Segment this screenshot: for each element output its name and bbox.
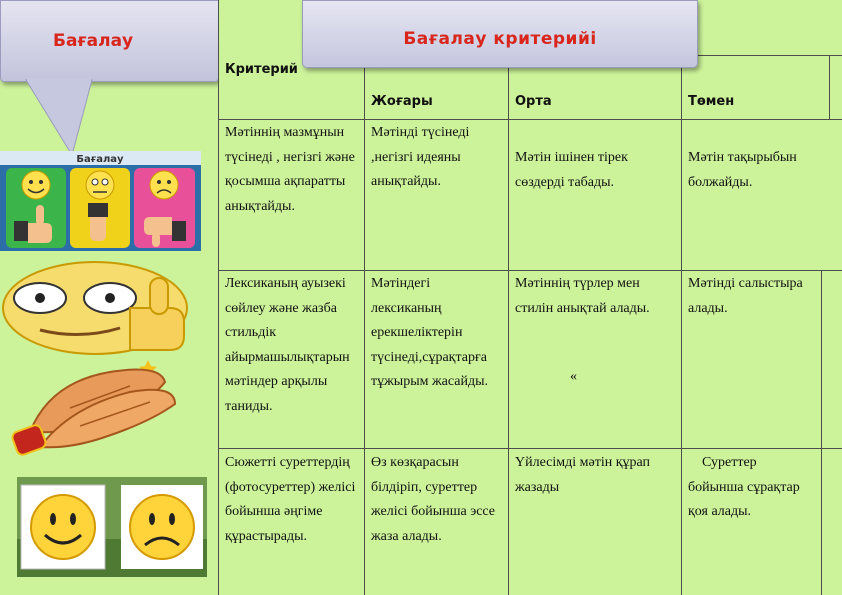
row3-high: Өз көзқарасын білдіріп, суреттер желісі бойынша эссе жаза алады. xyxy=(371,455,496,544)
row2-criterion: Лексиканың ауызекі сөйлеу және жазба стильдік айырмашылықтарын мәтіндер арқылы таниды. xyxy=(225,276,350,414)
row2-medium: Мәтіннің түрлер мен стилін анықтай алады. xyxy=(515,276,650,316)
table-line xyxy=(829,55,830,120)
table-line xyxy=(219,270,842,271)
header-low: Төмен xyxy=(688,94,735,109)
callout-tail xyxy=(0,0,217,160)
criteria-table xyxy=(218,0,842,595)
emoji-panel-label: Бағалау xyxy=(76,154,124,165)
row1-low: Мәтін тақырыбын болжайды. xyxy=(688,150,797,190)
row2-medium-note: « xyxy=(570,369,577,384)
row1-medium: Мәтін ішінен тірек сөздерді табады. xyxy=(515,150,628,190)
header-high: Жоғары xyxy=(371,94,433,109)
row1-criterion: Мәтіннің мазмұнын түсінеді , негізгі және қосымша ақпаратты анықтайды. xyxy=(225,125,355,214)
row3-low: Суреттер бойынша сұрақтар қоя алады. xyxy=(688,455,804,519)
table-line xyxy=(821,270,822,595)
row3-criterion: Сюжетті суреттердің (фотосуреттер) желісі бойынша әңгіме құрастырады. xyxy=(225,455,356,544)
banner-title: Бағалау критерийі xyxy=(403,29,597,49)
happy-sad-faces-icon xyxy=(17,477,207,577)
criteria-banner xyxy=(302,0,698,68)
callout-title: Бағалау xyxy=(53,31,134,51)
header-medium: Орта xyxy=(515,94,552,109)
clapping-hands-icon xyxy=(10,352,180,457)
table-line xyxy=(219,119,842,120)
emoji-rating-panel-icon xyxy=(0,151,201,251)
row2-high: Мәтіндегі лексиканың ерекшеліктерін түсінеді,сұрақтарға тұжырым жасайды. xyxy=(371,276,488,389)
row2-low: Мәтінді салыстыра алады. xyxy=(688,276,803,316)
table-line xyxy=(219,448,842,449)
row1-high: Мәтінді түсінеді ,негізгі идеяны анықтайды. xyxy=(371,125,470,189)
header-criterion: Критерий xyxy=(225,62,298,77)
row3-medium: Үйлесімді мәтін құрап жазады xyxy=(515,455,651,495)
thumbs-up-smiley-icon xyxy=(0,258,196,358)
